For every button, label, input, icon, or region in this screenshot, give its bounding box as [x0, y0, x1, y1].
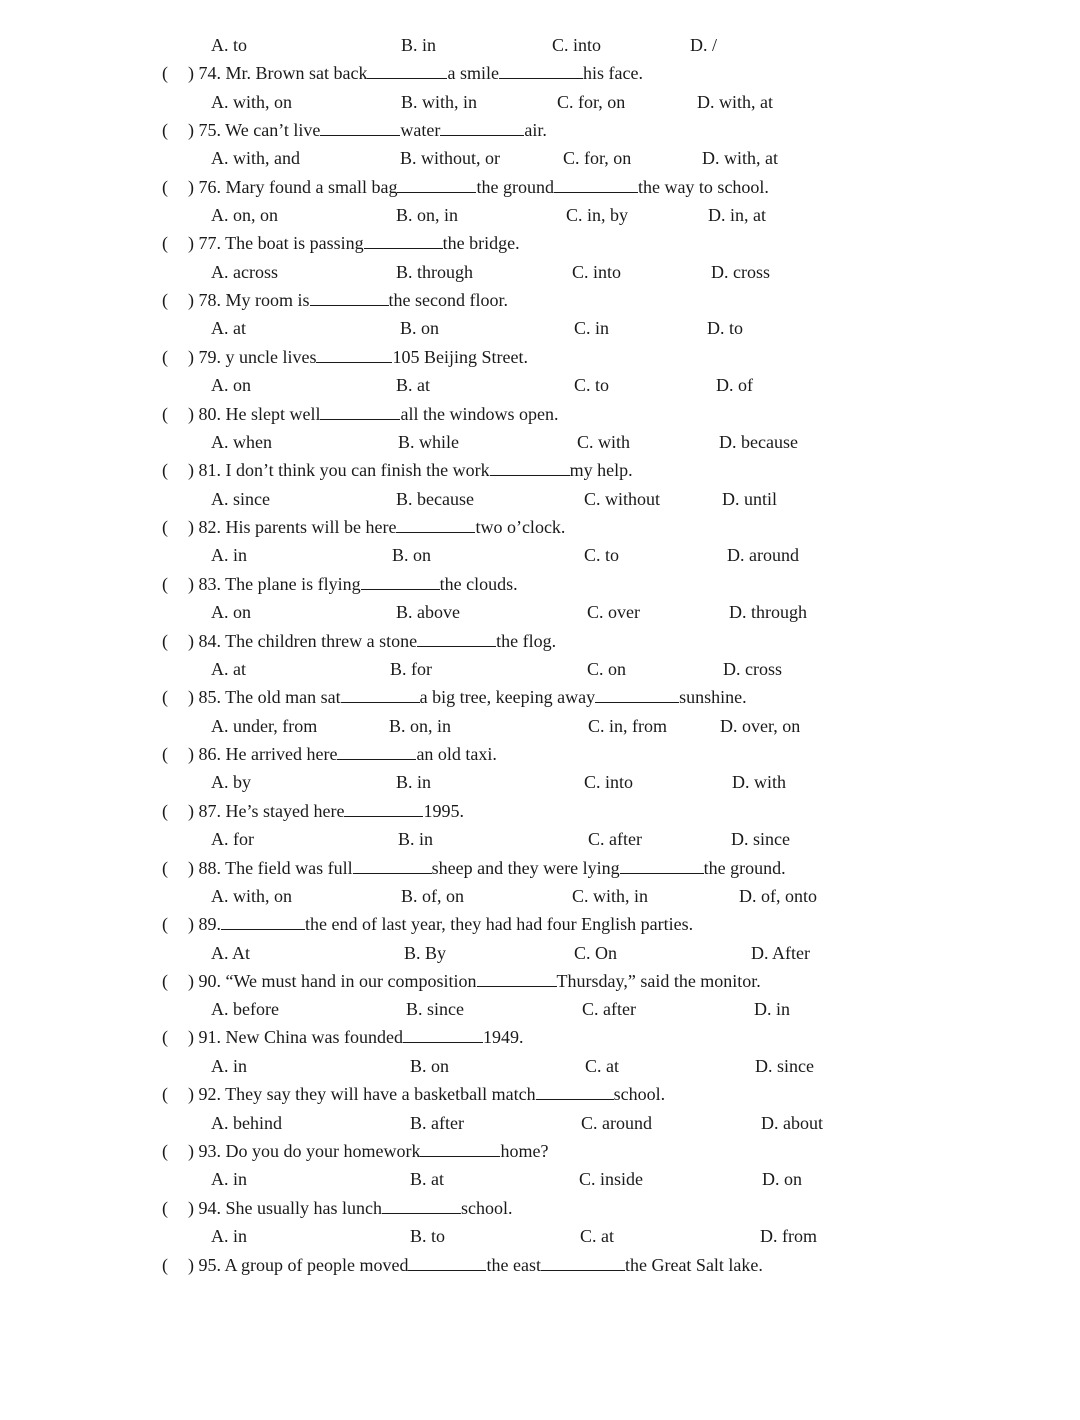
question-text: a big tree, keeping away — [419, 687, 596, 707]
question-text: the end of last year, they had had four English parties. — [305, 914, 694, 934]
option-a: A. with, on — [211, 92, 292, 112]
option-a: A. across — [211, 262, 278, 282]
answer-blank[interactable] — [477, 971, 557, 987]
question-text: My room is — [221, 290, 310, 310]
answer-bracket[interactable]: ( — [162, 914, 168, 934]
option-c: C. over — [587, 602, 640, 622]
option-b: B. to — [410, 1226, 446, 1246]
option-c: C. at — [585, 1056, 619, 1076]
option-b: B. without, or — [400, 148, 501, 168]
question-text: Mr. Brown sat back — [221, 63, 368, 83]
option-d: D. in, at — [708, 205, 766, 225]
question-stem — [188, 967, 761, 995]
question-text: A group of people moved — [221, 1255, 409, 1275]
option-d: D. since — [755, 1056, 814, 1076]
option-b: B. with, in — [401, 92, 478, 112]
options-row — [0, 31, 1080, 59]
answer-blank[interactable] — [417, 631, 496, 647]
option-a: A. in — [211, 1056, 247, 1076]
question-row — [0, 627, 1080, 655]
option-a: A. in — [211, 545, 247, 565]
options-row — [0, 995, 1080, 1023]
option-c: C. into — [584, 772, 634, 792]
question-number: ) 85. — [188, 687, 221, 707]
option-d: D. with — [732, 772, 786, 792]
option-b: B. on — [392, 545, 432, 565]
question-text: sunshine. — [679, 687, 747, 707]
answer-bracket[interactable]: ( — [162, 801, 168, 821]
answer-blank[interactable] — [320, 120, 400, 136]
option-c: C. into — [572, 262, 622, 282]
option-b: B. for — [390, 659, 432, 679]
question-text: school. — [613, 1084, 666, 1104]
option-d: D. with, at — [702, 148, 778, 168]
answer-bracket[interactable]: ( — [162, 347, 168, 367]
question-row — [0, 570, 1080, 598]
question-number: ) 77. — [188, 233, 221, 253]
answer-bracket[interactable]: ( — [162, 63, 168, 83]
answer-blank[interactable] — [310, 290, 389, 306]
answer-bracket[interactable]: ( — [162, 631, 168, 651]
answer-bracket[interactable]: ( — [162, 574, 168, 594]
options-row — [0, 258, 1080, 286]
question-text: water — [400, 120, 441, 140]
question-text: She usually has lunch — [221, 1198, 382, 1218]
option-b: B. on — [410, 1056, 450, 1076]
answer-blank[interactable] — [367, 63, 447, 79]
question-number: ) 76. — [188, 177, 221, 197]
answer-bracket[interactable]: ( — [162, 177, 168, 197]
answer-blank[interactable] — [361, 574, 440, 590]
answer-blank[interactable] — [353, 858, 432, 874]
option-b: B. since — [406, 999, 464, 1019]
question-text: New China was founded — [221, 1027, 403, 1047]
question-row — [0, 116, 1080, 144]
answer-blank[interactable] — [397, 177, 476, 193]
answer-blank[interactable] — [536, 1084, 614, 1100]
question-number: ) 80. — [188, 404, 221, 424]
question-stem — [188, 797, 464, 825]
question-text: the flog. — [496, 631, 557, 651]
answer-bracket[interactable]: ( — [162, 1198, 168, 1218]
question-text: a smile — [447, 63, 499, 83]
question-text: “We must hand in our composition — [221, 971, 477, 991]
question-stem — [188, 1194, 512, 1222]
question-number: ) 87. — [188, 801, 221, 821]
question-stem — [188, 456, 633, 484]
option-a: A. with, and — [211, 148, 300, 168]
option-c: C. with, in — [572, 886, 649, 906]
question-row — [0, 343, 1080, 371]
option-c: C. at — [580, 1226, 614, 1246]
options-row — [0, 825, 1080, 853]
options-row — [0, 1109, 1080, 1137]
question-row — [0, 910, 1080, 938]
question-text: the second floor. — [388, 290, 508, 310]
question-text: the ground. — [703, 858, 786, 878]
question-number: ) 92. — [188, 1084, 221, 1104]
question-stem — [188, 59, 643, 87]
question-stem — [188, 854, 786, 882]
option-d: D. over, on — [720, 716, 801, 736]
option-b: B. on, in — [389, 716, 452, 736]
question-number: ) 75. — [188, 120, 221, 140]
option-b: B. in — [401, 35, 437, 55]
option-c: C. into — [552, 35, 602, 55]
options-row — [0, 485, 1080, 513]
question-number: ) 82. — [188, 517, 221, 537]
option-b: B. because — [396, 489, 474, 509]
question-text: 1995. — [423, 801, 464, 821]
option-b: B. while — [398, 432, 459, 452]
question-text: the way to school. — [637, 177, 769, 197]
option-c: C. in — [574, 318, 610, 338]
option-d: D. of, onto — [739, 886, 817, 906]
answer-bracket[interactable]: ( — [162, 687, 168, 707]
answer-blank[interactable] — [499, 63, 583, 79]
option-b: B. at — [410, 1169, 444, 1189]
question-row — [0, 59, 1080, 87]
options-row — [0, 768, 1080, 796]
answer-blank[interactable] — [316, 347, 392, 363]
question-text: He slept well — [221, 404, 321, 424]
options-row — [0, 541, 1080, 569]
question-stem — [188, 173, 769, 201]
options-row — [0, 712, 1080, 740]
option-a: A. for — [211, 829, 254, 849]
answer-blank[interactable] — [420, 1141, 500, 1157]
question-text: the ground — [476, 177, 554, 197]
question-number: ) 83. — [188, 574, 221, 594]
question-row — [0, 513, 1080, 541]
option-a: A. to — [211, 35, 247, 55]
question-row — [0, 967, 1080, 995]
option-d: D. cross — [723, 659, 782, 679]
question-number: ) 78. — [188, 290, 221, 310]
option-c: C. to — [574, 375, 610, 395]
options-row — [0, 88, 1080, 116]
option-b: B. after — [410, 1113, 464, 1133]
answer-blank[interactable] — [490, 460, 570, 476]
option-d: D. to — [707, 318, 743, 338]
answer-bracket[interactable]: ( — [162, 460, 168, 480]
question-text: We can’t live — [221, 120, 321, 140]
question-text: 105 Beijing Street. — [392, 347, 528, 367]
question-text: The old man sat — [221, 687, 341, 707]
option-d: D. After — [751, 943, 810, 963]
question-stem — [188, 513, 565, 541]
option-a: A. when — [211, 432, 272, 452]
question-text: 1949. — [482, 1027, 524, 1047]
option-d: D. about — [761, 1113, 823, 1133]
option-a: A. by — [211, 772, 251, 792]
option-d: D. on — [762, 1169, 802, 1189]
question-row — [0, 1080, 1080, 1108]
option-c: C. in, from — [588, 716, 667, 736]
option-c: C. with — [577, 432, 631, 452]
question-number: ) 79. — [188, 347, 221, 367]
question-number: ) 74. — [188, 63, 221, 83]
question-text: an old taxi. — [416, 744, 497, 764]
question-text: the bridge. — [442, 233, 520, 253]
question-text: He’s stayed here — [221, 801, 345, 821]
answer-bracket[interactable]: ( — [162, 233, 168, 253]
question-text: I don’t think you can finish the work — [221, 460, 490, 480]
option-b: B. at — [396, 375, 430, 395]
question-text: school. — [460, 1198, 513, 1218]
answer-blank[interactable] — [554, 177, 638, 193]
option-d: D. around — [727, 545, 799, 565]
option-a: A. in — [211, 1169, 247, 1189]
option-b: B. in — [396, 772, 432, 792]
question-stem — [188, 400, 558, 428]
answer-blank[interactable] — [337, 744, 416, 760]
option-b: B. above — [396, 602, 460, 622]
question-row — [0, 1251, 1080, 1279]
question-stem — [188, 343, 528, 371]
option-b: B. in — [398, 829, 434, 849]
question-stem — [188, 1137, 548, 1165]
question-text: Thursday,” said the monitor. — [556, 971, 761, 991]
question-text: his face. — [582, 63, 643, 83]
option-d: D. from — [760, 1226, 817, 1246]
question-text: my help. — [569, 460, 633, 480]
option-b: B. on, in — [396, 205, 459, 225]
answer-bracket[interactable]: ( — [162, 1255, 168, 1275]
question-row — [0, 854, 1080, 882]
answer-blank[interactable] — [382, 1198, 461, 1214]
option-c: C. On — [574, 943, 618, 963]
question-row — [0, 683, 1080, 711]
question-stem — [188, 683, 747, 711]
options-row — [0, 882, 1080, 910]
options-row — [0, 428, 1080, 456]
option-d: D. since — [731, 829, 790, 849]
options-row — [0, 314, 1080, 342]
answer-blank[interactable] — [344, 801, 423, 817]
question-row — [0, 456, 1080, 484]
options-row — [0, 1052, 1080, 1080]
answer-blank[interactable] — [440, 120, 524, 136]
answer-blank[interactable] — [396, 517, 475, 533]
option-a: A. on — [211, 602, 251, 622]
question-row — [0, 1194, 1080, 1222]
option-c: C. around — [581, 1113, 652, 1133]
options-row — [0, 371, 1080, 399]
question-text: home? — [500, 1141, 549, 1161]
option-a: A. at — [211, 318, 246, 338]
options-row — [0, 201, 1080, 229]
answer-blank[interactable] — [341, 687, 420, 703]
question-stem — [188, 229, 520, 257]
question-text: two o’clock. — [475, 517, 566, 537]
question-row — [0, 1137, 1080, 1165]
option-c: C. on — [587, 659, 627, 679]
option-a: A. on, on — [211, 205, 278, 225]
question-stem — [188, 570, 518, 598]
options-row — [0, 598, 1080, 626]
question-text: all the windows open. — [400, 404, 559, 424]
option-c: C. after — [582, 999, 636, 1019]
question-stem — [188, 1080, 665, 1108]
answer-blank[interactable] — [364, 233, 443, 249]
answer-bracket[interactable]: ( — [162, 517, 168, 537]
option-c: C. inside — [579, 1169, 644, 1189]
option-b: B. of, on — [401, 886, 464, 906]
question-number: ) 88. — [188, 858, 221, 878]
answer-bracket[interactable]: ( — [162, 404, 168, 424]
options-row — [0, 939, 1080, 967]
question-stem — [188, 1023, 523, 1051]
question-row — [0, 1023, 1080, 1051]
answer-bracket[interactable]: ( — [162, 120, 168, 140]
answer-blank[interactable] — [595, 687, 679, 703]
answer-blank[interactable] — [620, 858, 704, 874]
option-d: D. / — [690, 35, 717, 55]
question-number: ) 95. — [188, 1255, 221, 1275]
option-d: D. through — [729, 602, 807, 622]
question-text: He arrived here — [221, 744, 338, 764]
question-text: Mary found a small bag — [221, 177, 398, 197]
question-text: the Great Salt lake. — [624, 1255, 763, 1275]
question-row — [0, 173, 1080, 201]
answer-bracket[interactable]: ( — [162, 744, 168, 764]
options-row — [0, 1222, 1080, 1250]
question-text: They say they will have a basketball match — [221, 1084, 536, 1104]
question-stem — [188, 116, 547, 144]
question-number: ) 94. — [188, 1198, 221, 1218]
answer-bracket[interactable]: ( — [162, 858, 168, 878]
option-d: D. because — [719, 432, 798, 452]
option-d: D. until — [722, 489, 778, 509]
option-c: C. in, by — [566, 205, 629, 225]
question-number: ) 81. — [188, 460, 221, 480]
answer-blank[interactable] — [221, 914, 305, 930]
options-row — [0, 144, 1080, 172]
question-text: The boat is passing — [221, 233, 364, 253]
answer-bracket[interactable]: ( — [162, 1084, 168, 1104]
question-text: His parents will be here — [221, 517, 397, 537]
question-number: ) 93. — [188, 1141, 221, 1161]
option-a: A. on — [211, 375, 251, 395]
answer-blank[interactable] — [408, 1255, 486, 1271]
option-a: A. under, from — [211, 716, 318, 736]
question-text: y uncle lives — [221, 347, 317, 367]
option-a: A. At — [211, 943, 251, 963]
options-row — [0, 655, 1080, 683]
question-text: the east — [486, 1255, 541, 1275]
option-b: B. through — [396, 262, 474, 282]
question-stem — [188, 910, 693, 938]
answer-bracket[interactable]: ( — [162, 1141, 168, 1161]
question-text: The field was full — [221, 858, 353, 878]
answer-blank[interactable] — [541, 1255, 625, 1271]
question-text: The children threw a stone — [221, 631, 418, 651]
question-text: air. — [524, 120, 547, 140]
option-c: C. after — [588, 829, 642, 849]
question-row — [0, 286, 1080, 314]
option-a: A. since — [211, 489, 270, 509]
question-row — [0, 229, 1080, 257]
question-stem — [188, 286, 508, 314]
question-row — [0, 797, 1080, 825]
question-number: ) 86. — [188, 744, 221, 764]
option-c: C. to — [584, 545, 620, 565]
question-stem — [188, 1251, 763, 1279]
option-d: D. of — [716, 375, 753, 395]
answer-bracket[interactable]: ( — [162, 1027, 168, 1047]
option-c: C. for, on — [563, 148, 632, 168]
option-c: C. without — [584, 489, 661, 509]
question-row — [0, 400, 1080, 428]
option-b: B. on — [400, 318, 440, 338]
option-d: D. cross — [711, 262, 770, 282]
options-row — [0, 1165, 1080, 1193]
option-c: C. for, on — [557, 92, 626, 112]
question-stem — [188, 740, 497, 768]
option-b: B. By — [404, 943, 447, 963]
question-number: ) 90. — [188, 971, 221, 991]
question-text: the clouds. — [439, 574, 518, 594]
question-text: sheep and they were lying — [431, 858, 620, 878]
option-a: A. before — [211, 999, 279, 1019]
question-number: ) 91. — [188, 1027, 221, 1047]
option-a: A. in — [211, 1226, 247, 1246]
answer-blank[interactable] — [320, 404, 400, 420]
question-stem — [188, 627, 556, 655]
question-text: The plane is flying — [221, 574, 361, 594]
question-text: Do you do your homework — [221, 1141, 421, 1161]
question-row — [0, 740, 1080, 768]
option-a: A. at — [211, 659, 246, 679]
question-number: ) 84. — [188, 631, 221, 651]
option-a: A. with, on — [211, 886, 292, 906]
answer-bracket[interactable]: ( — [162, 971, 168, 991]
option-d: D. in — [754, 999, 790, 1019]
answer-blank[interactable] — [403, 1027, 483, 1043]
option-d: D. with, at — [697, 92, 773, 112]
option-a: A. behind — [211, 1113, 282, 1133]
question-number: ) 89. — [188, 914, 221, 934]
answer-bracket[interactable]: ( — [162, 290, 168, 310]
